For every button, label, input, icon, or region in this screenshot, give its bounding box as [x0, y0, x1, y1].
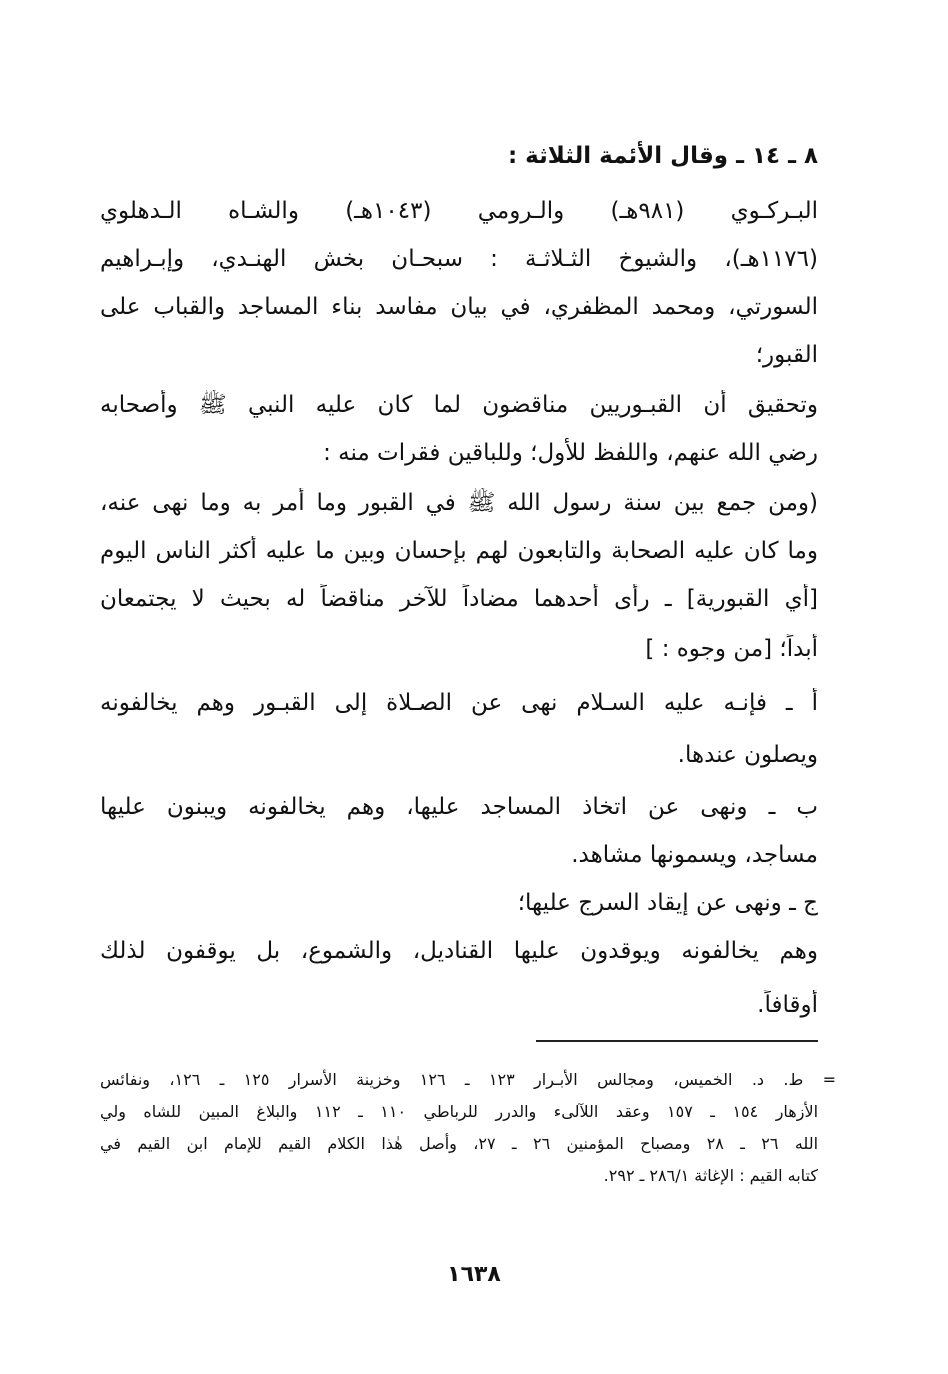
paragraph-1-line-1: البـركـوي (٩٨١هـ) والـرومي (١٠٤٣هـ) والشـاه الـدهلوي	[100, 198, 818, 224]
section-heading: ٨ ـ ١٤ ـ وقال الأئمة الثلاثة :	[507, 143, 818, 169]
footnote-line-2: الأزهار ١٥٤ ـ ١٥٧ وعقد اللآلىء والدرر للرباطي ١١٠ ـ ١١٢ والبلاغ المبين للشاه ولي	[100, 1102, 818, 1121]
paragraph-2-line-2: رضي الله عنهم، واللفظ للأول؛ وللباقين فقرات منه :	[323, 440, 818, 466]
paragraph-4-line-2: أوقافاً.	[757, 992, 818, 1018]
page-number: ١٦٣٨	[447, 1262, 501, 1287]
paragraph-1-line-2: (١١٧٦هـ)، والشيوخ الثـلاثـة : سبحـان بخش الهنـدي، وإبـراهيم	[100, 246, 818, 272]
item-c-line-1: ج ـ ونهى عن إيقاد السرج عليها؛	[517, 890, 818, 916]
footnote-line-4: كتابه القيم : الإغاثة ٢٨٦/١ ـ ٢٩٢.	[603, 1166, 818, 1185]
paragraph-3-line-3: [أي القبورية] ـ رأى أحدهما مضاداً للآخر مناقضاً له بحيث لا يجتمعان	[100, 586, 818, 612]
footnote-line-1: = ط. د. الخميس، ومجالس الأبـرار ١٢٣ ـ ١٢٦ وخزينة الأسرار ١٢٥ ـ ١٢٦، ونفائس	[100, 1070, 836, 1089]
paragraph-3-line-2: وما كان عليه الصحابة والتابعون لهم بإحسان وبين ما عليه أكثر الناس اليوم	[100, 538, 818, 564]
item-b-line-2: مساجد، ويسمونها مشاهد.	[571, 842, 818, 868]
paragraph-1-line-3: السورتي، ومحمد المظفري، في بيان مفاسد بناء المساجد والقباب على	[100, 294, 818, 320]
paragraph-4-line-1: وهم يخالفونه ويوقدون عليها القناديل، والشموع، بل يوقفون لذلك	[100, 938, 818, 964]
paragraph-3-line-1: (ومن جمع بين سنة رسول الله ﷺ في القبور وما أمر به وما نهى عنه،	[100, 490, 818, 516]
paragraph-2-line-1: وتحقيق أن القبـوريين مناقضون لما كان عليه النبي ﷺ وأصحابه	[100, 392, 818, 418]
item-b-line-1: ب ـ ونهى عن اتخاذ المساجد عليها، وهم يخالفونه ويبنون عليها	[100, 794, 818, 820]
item-a-line-2: ويصلون عندها.	[677, 742, 818, 768]
footnote-separator	[536, 1040, 818, 1042]
item-a-line-1: أ ـ فإنـه عليه السـلام نهى عن الصـلاة إلى القبـور وهم يخالفونه	[100, 690, 818, 716]
paragraph-1-line-4: القبور؛	[755, 342, 818, 368]
footnote-line-3: الله ٢٦ ـ ٢٨ ومصباح المؤمنين ٢٦ ـ ٢٧، وأصل هٰذا الكلام القيم للإمام ابن القيم في	[100, 1134, 818, 1153]
paragraph-3-line-4: أبداً؛ [من وجوه : ]	[645, 636, 818, 662]
